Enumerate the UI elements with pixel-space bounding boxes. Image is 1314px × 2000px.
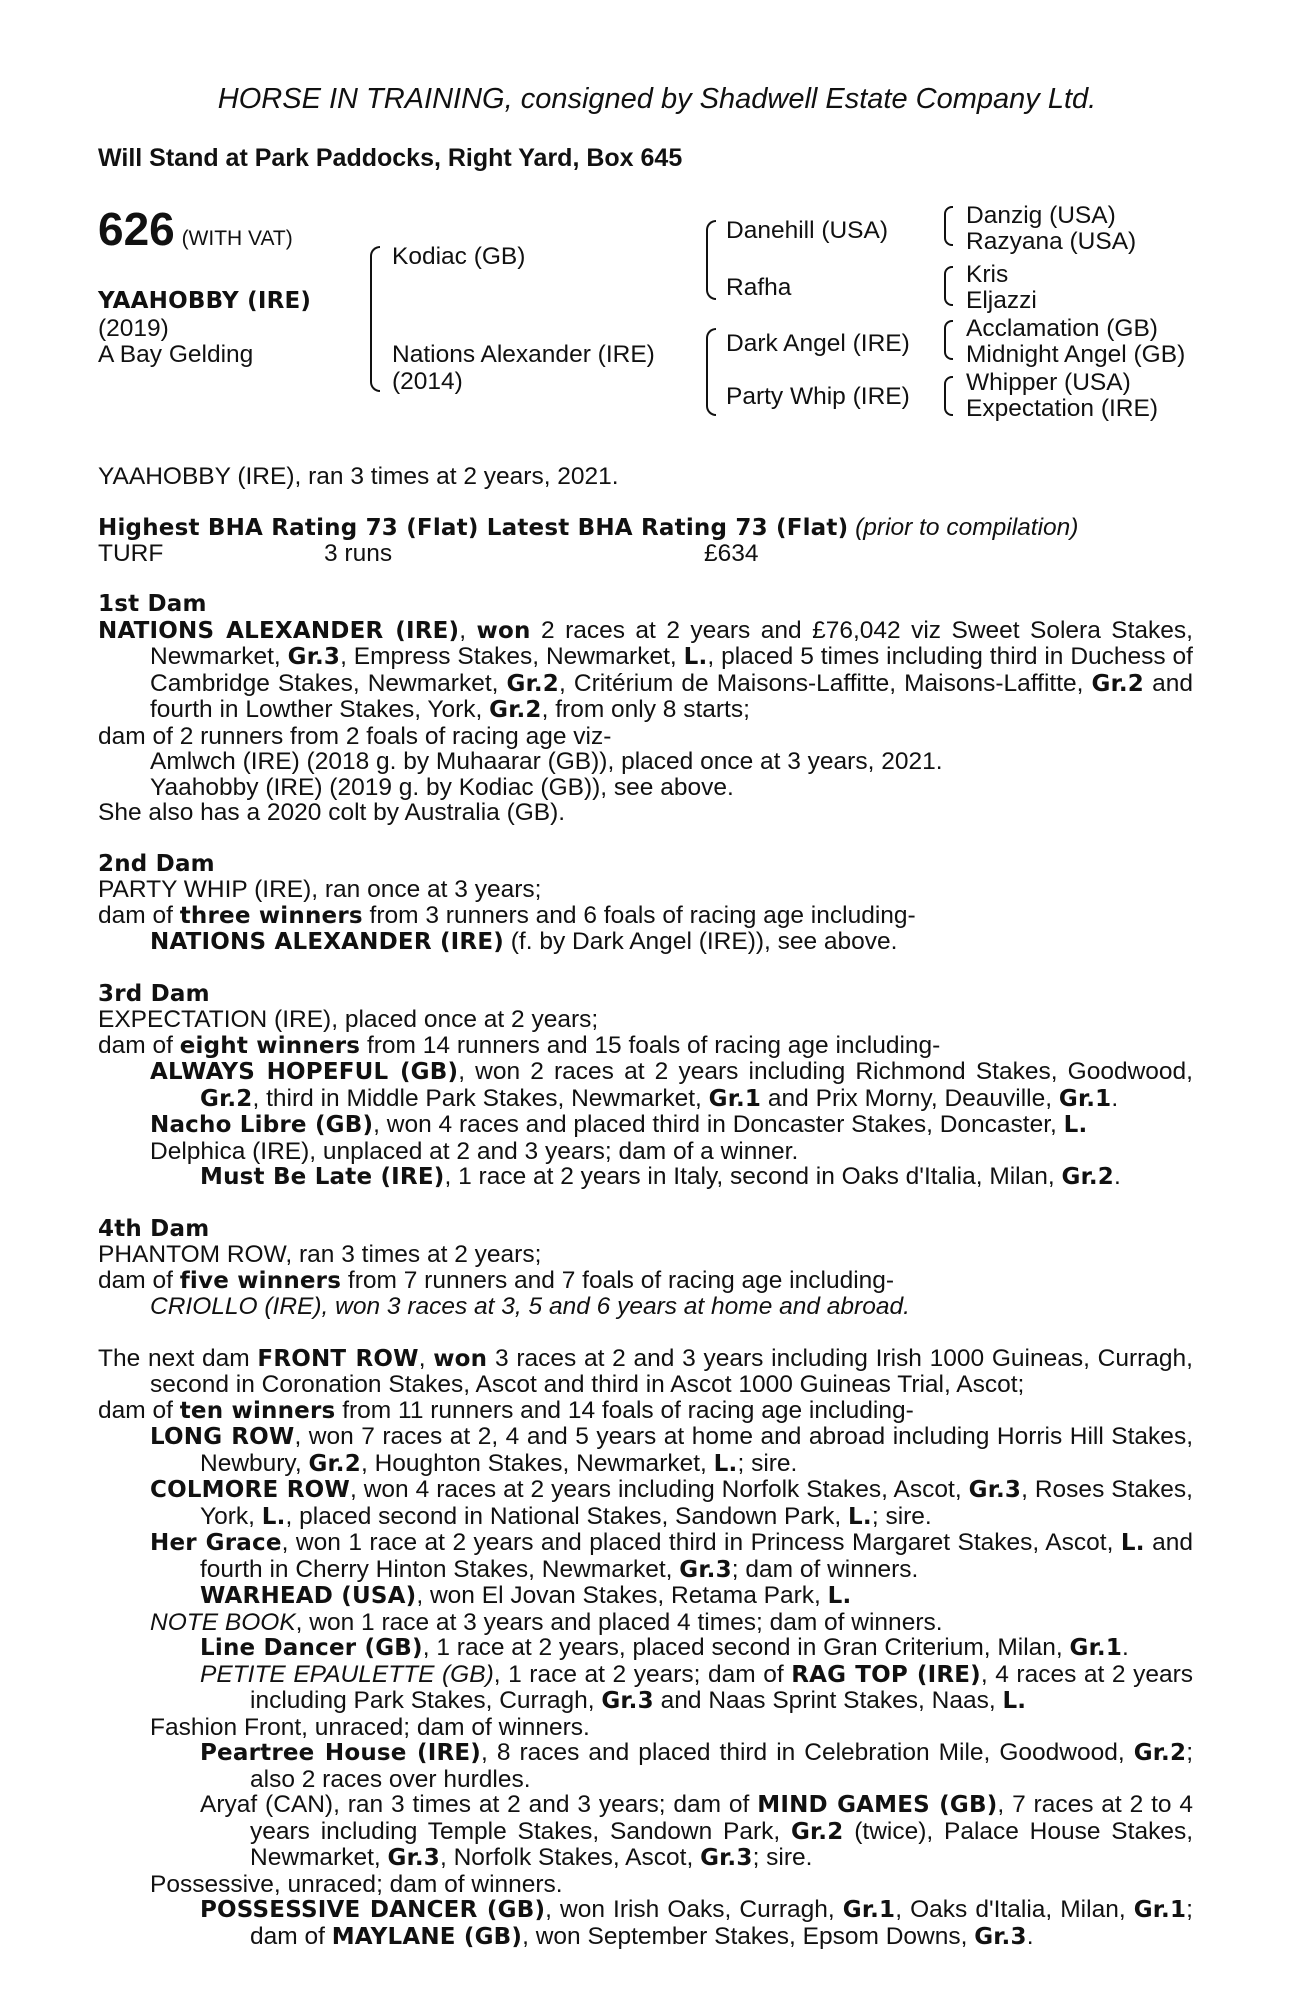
- pedigree-ssd: Razyana (USA): [966, 228, 1137, 255]
- grandfoal-aryaf: [98, 1792, 1193, 1872]
- produce-foal-2: Yaahobby (IRE) (2019 g. by Kodiac (GB)), see above.: [150, 773, 734, 801]
- foal-text: , placed second in National Stakes, Sandown Park,: [285, 1502, 849, 1530]
- winners-count: ten winners: [179, 1397, 336, 1424]
- produce-text: dam of: [98, 1031, 180, 1059]
- foal-text: and Prix Morny, Deauville,: [761, 1084, 1059, 1112]
- foal-name: Her Grace: [150, 1530, 282, 1556]
- foal-text: ; sire.: [871, 1502, 932, 1530]
- winners-count: eight winners: [179, 1032, 361, 1059]
- grandfoal-possessive-dancer: [98, 1897, 1193, 1950]
- produce-text: from 3 runners and 6 foals of racing age including-: [362, 901, 916, 929]
- pedigree-brace-3b: [944, 266, 953, 306]
- foal-name: LONG ROW: [150, 1424, 295, 1450]
- foal-long-row: [98, 1424, 1193, 1477]
- foal-text: , Roses Stakes, York,: [200, 1476, 1193, 1530]
- pedigree-brace-1: [370, 246, 380, 392]
- vat-note: (WITH VAT): [181, 227, 293, 250]
- pedigree-dsd: Midnight Angel (GB): [966, 341, 1186, 368]
- next-dam-produce: [98, 1398, 1193, 1425]
- foal-name: COLMORE ROW: [150, 1477, 350, 1503]
- listed-label: L.: [827, 1583, 852, 1609]
- foal-name: WARHEAD (USA): [200, 1583, 417, 1609]
- next-dam-text: The next dam: [98, 1344, 258, 1372]
- grade-label: Gr.1: [1058, 1085, 1112, 1112]
- foal-text: , won 1 race at 2 years and placed third in Princess Margaret Stakes, Ascot,: [281, 1529, 1121, 1556]
- pedigree-sire-dam: Rafha: [726, 274, 792, 301]
- first-dam-text: , Critérium de Maisons-Laffitte, Maisons-Laffitte,: [559, 669, 1092, 697]
- grade-label: Gr.2: [790, 1818, 844, 1845]
- foal-name: MAYLANE (GB): [331, 1923, 523, 1950]
- foal-text: (f. by Dark Angel (IRE)), see above.: [503, 928, 898, 955]
- pedigree-brace-3a: [944, 206, 953, 246]
- foal-text: , won 4 races and placed third in Doncaster Stakes, Doncaster,: [373, 1111, 1064, 1138]
- foal-text: ; sire.: [752, 1844, 813, 1871]
- foal-text: .: [1113, 1163, 1121, 1190]
- grade-label: Gr.2: [200, 1085, 253, 1112]
- second-dam-produce: [98, 903, 1193, 930]
- grade-label: Gr.3: [974, 1923, 1027, 1950]
- produce-text: dam of: [98, 901, 180, 929]
- pedigree-sds: Kris: [966, 261, 1009, 288]
- foal-name: CRIOLLO (IRE): [150, 1293, 322, 1320]
- third-dam-foal-3: Delphica (IRE), unplaced at 2 and 3 years; dam of a winner.: [150, 1137, 799, 1165]
- foal-name: Line Dancer (GB): [200, 1635, 423, 1661]
- foal-text: , 1 race at 2 years in Italy, second in Oaks d'Italia, Milan,: [444, 1163, 1062, 1190]
- third-dam-grandfoal: [98, 1164, 1193, 1191]
- fourth-dam-heading: 4th Dam: [98, 1215, 210, 1242]
- next-dam-name: FRONT ROW: [257, 1345, 419, 1372]
- foal-name: Must Be Late (IRE): [200, 1164, 445, 1190]
- foal-fashion-front: Fashion Front, unraced; dam of winners.: [150, 1713, 590, 1741]
- first-dam-name: NATIONS ALEXANDER (IRE): [98, 617, 460, 644]
- listed-label: L.: [848, 1503, 872, 1530]
- pedigree-sire-sire: Danehill (USA): [726, 217, 889, 244]
- pedigree-dam: Nations Alexander (IRE): [392, 341, 655, 368]
- surface-label: TURF: [98, 540, 164, 567]
- grade-label: Gr.3: [968, 1477, 1022, 1503]
- third-dam-produce: [98, 1033, 1193, 1060]
- grandfoal-warhead: [98, 1583, 1193, 1610]
- listed-label: L.: [261, 1503, 286, 1530]
- grandfoal-peartree-house: [98, 1740, 1193, 1792]
- foal-text: , 8 races and placed third in Celebration Mile, Goodwood,: [481, 1739, 1134, 1766]
- foal-text: , third in Middle Park Stakes, Newmarket,: [252, 1084, 709, 1112]
- listed-label: L.: [713, 1450, 738, 1477]
- foal-name: PETITE EPAULETTE (GB): [200, 1660, 494, 1688]
- family-body: [98, 592, 1193, 1950]
- grade-label: Gr.3: [601, 1688, 654, 1714]
- fourth-dam-foal: [98, 1294, 1193, 1320]
- foal-name: NOTE BOOK: [150, 1608, 296, 1636]
- grandfoal-petite-epaulette: [98, 1662, 1193, 1715]
- foal-note-book: [98, 1610, 1193, 1636]
- stand-location: Will Stand at Park Paddocks, Right Yard, Box 645: [98, 144, 683, 172]
- first-dam-text: , Empress Stakes, Newmarket,: [340, 643, 684, 670]
- next-dam-text: 3 races at 2 and 3 years including Irish 1000 Guineas, Curragh, second in Coronation Stakes, Ascot and third in Ascot 1000 Guineas Trial, Ascot;: [150, 1344, 1193, 1398]
- won-label: won: [433, 1345, 488, 1372]
- won-label: won: [476, 617, 531, 644]
- foal-colmore-row: [98, 1477, 1193, 1530]
- foal-text: , Houghton Stakes, Newmarket,: [360, 1449, 714, 1477]
- pedigree-sdd: Eljazzi: [966, 287, 1037, 314]
- third-dam-foal-2: [98, 1112, 1193, 1139]
- pedigree-brace-2a: [706, 220, 716, 300]
- foal-text: , won Irish Oaks, Curragh,: [545, 1896, 843, 1923]
- pedigree-dds: Whipper (USA): [966, 369, 1131, 396]
- first-dam-record: NATIONS ALEXANDER (IRE), won 2 races at 2 years and £76,042 viz Sweet Solera Stakes, Newmarket, Gr.3, Empress Stakes, Newmarket, L., placed 5 times including third in Duchess of Cambridge Stakes, Newmarket, Gr.2, Critérium de Maisons-Laffitte, Maisons-Laffitte, Gr.2 and fourth in Lowther Stakes, York, Gr.2, from only 8 starts;: [98, 616, 1193, 723]
- grade-label: Gr.2: [1061, 1164, 1114, 1190]
- grade-label: Gr.2: [489, 697, 542, 723]
- lot-number-block: [98, 203, 293, 255]
- produce-foal-1: Amlwch (IRE) (2018 g. by Muhaarar (GB)), placed once at 3 years, 2021.: [150, 748, 943, 775]
- foal-text: .: [1122, 1634, 1129, 1661]
- foal-name: POSSESSIVE DANCER (GB): [200, 1897, 546, 1923]
- third-dam-heading: 3rd Dam: [98, 980, 210, 1007]
- grade-label: Gr.3: [287, 644, 341, 670]
- foal-name: ALWAYS HOPEFUL (GB): [150, 1059, 459, 1085]
- pedigree-brace-3d: [944, 376, 953, 416]
- listed-label: L.: [683, 644, 708, 670]
- fourth-dam-produce: [98, 1268, 1193, 1295]
- lot-number: 626: [98, 203, 175, 255]
- foal-text: , won 1 race at 3 years and placed 4 times; dam of winners.: [295, 1608, 943, 1636]
- pedigree-sire: Kodiac (GB): [392, 243, 526, 270]
- foal-text: , won 4 races at 2 years including Norfolk Stakes, Ascot,: [349, 1476, 969, 1503]
- rating-line: [98, 515, 1078, 542]
- winners-count: five winners: [179, 1267, 342, 1294]
- produce-text: dam of: [98, 1396, 180, 1424]
- grade-label: Gr.1: [1133, 1897, 1187, 1923]
- first-dam-text: and fourth in Lowther Stakes, York,: [150, 669, 1193, 723]
- next-dam-record: The next dam FRONT ROW, won 3 races at 2 and 3 years including Irish 1000 Guineas, Curragh, second in Coronation Stakes, Ascot and third in Ascot 1000 Guineas Trial, Ascot;: [98, 1344, 1193, 1398]
- listed-label: L.: [1002, 1688, 1027, 1714]
- foal-text: , 7 races at 2 to 4 years including Temple Stakes, Sandown Park,: [250, 1791, 1193, 1845]
- first-dam-text: , from only 8 starts;: [541, 696, 750, 723]
- foal-text: and fourth in Cherry Hinton Stakes, Newmarket,: [200, 1529, 1193, 1583]
- grade-label: Gr.1: [708, 1085, 762, 1112]
- rating-note: (prior to compilation): [855, 514, 1079, 541]
- foal-text: Aryaf (CAN), ran 3 times at 2 and 3 years; dam of: [200, 1791, 758, 1818]
- pedigree-dam-sire: Dark Angel (IRE): [726, 330, 910, 357]
- grade-label: Gr.2: [1091, 670, 1145, 697]
- listed-label: L.: [1120, 1530, 1145, 1556]
- produce-text: from 7 runners and 7 foals of racing age including-: [341, 1266, 895, 1294]
- winners-count: three winners: [179, 902, 363, 929]
- foal-name: NATIONS ALEXANDER (IRE): [150, 929, 504, 955]
- foal-text: , won September Stakes, Epsom Downs,: [522, 1922, 975, 1950]
- fourth-dam-record: PHANTOM ROW, ran 3 times at 2 years;: [98, 1241, 542, 1268]
- pedigree-dam-year: (2014): [392, 368, 463, 395]
- foal-text: and Naas Sprint Stakes, Naas,: [653, 1687, 1003, 1714]
- earnings: £634: [704, 540, 759, 567]
- grade-label: Gr.3: [700, 1845, 753, 1871]
- first-dam-text: 2 races at 2 years and £76,042 viz Sweet Solera Stakes, Newmarket,: [150, 616, 1193, 670]
- second-dam-record: PARTY WHIP (IRE), ran once at 3 years;: [98, 876, 542, 903]
- horse-description: A Bay Gelding: [98, 341, 254, 368]
- foal-text: , Oaks d'Italia, Milan,: [895, 1896, 1134, 1923]
- grade-label: Gr.3: [679, 1556, 732, 1583]
- first-dam-produce: dam of 2 runners from 2 foals of racing age viz-: [98, 722, 612, 750]
- foal-text: ; sire.: [737, 1449, 798, 1477]
- grade-label: Gr.3: [387, 1845, 440, 1871]
- pedigree-sss: Danzig (USA): [966, 202, 1116, 229]
- produce-text: from 11 runners and 14 foals of racing age including-: [335, 1396, 914, 1424]
- foal-name: RAG TOP (IRE): [791, 1661, 981, 1688]
- foal-text: .: [1111, 1084, 1119, 1112]
- foal-name: Nacho Libre (GB): [150, 1112, 374, 1138]
- horse-name: YAAHOBBY (IRE): [98, 288, 312, 314]
- first-dam-heading: 1st Dam: [98, 591, 207, 617]
- foal-text: ; dam of: [250, 1896, 1193, 1950]
- foal-text: (twice), Palace House Stakes, Newmarket,: [250, 1817, 1193, 1871]
- foal-text: , won 3 races at 3, 5 and 6 years at home and abroad.: [321, 1293, 910, 1320]
- foal-name: Peartree House (IRE): [200, 1740, 482, 1766]
- second-dam-heading: 2nd Dam: [98, 850, 215, 877]
- grade-label: Gr.1: [842, 1897, 896, 1923]
- grade-label: Gr.2: [308, 1450, 361, 1477]
- foal-text: , 1 race at 2 years, placed second in Gran Criterium, Milan,: [422, 1634, 1070, 1661]
- pedigree-brace-3c: [944, 320, 953, 360]
- race-summary: YAAHOBBY (IRE), ran 3 times at 2 years, 2021.: [98, 463, 619, 490]
- pedigree-brace-2b: [706, 328, 716, 416]
- third-dam-record: EXPECTATION (IRE), placed once at 2 years;: [98, 1006, 599, 1033]
- grade-label: Gr.1: [1069, 1635, 1123, 1661]
- foal-text: , won 7 races at 2, 4 and 5 years at home and abroad including Horris Hill Stakes, Newbury,: [200, 1423, 1193, 1477]
- foal-text: ; also 2 races over hurdles.: [250, 1739, 1193, 1793]
- pedigree-dss: Acclamation (GB): [966, 315, 1158, 342]
- foal-name: MIND GAMES (GB): [757, 1792, 998, 1818]
- first-dam-also: She also has a 2020 colt by Australia (GB).: [98, 799, 566, 826]
- third-dam-foal-1: [98, 1059, 1193, 1112]
- foal-text: , 4 races at 2 years including Park Stakes, Curragh,: [250, 1660, 1193, 1714]
- grandfoal-line-dancer: [98, 1635, 1193, 1662]
- foal-text: , Norfolk Stakes, Ascot,: [440, 1844, 701, 1871]
- foal-text: ; dam of winners.: [731, 1555, 919, 1583]
- pedigree-dam-dam: Party Whip (IRE): [726, 383, 910, 410]
- grade-label: Gr.2: [1133, 1740, 1187, 1766]
- first-dam-text: , placed 5 times including third in Duchess of Cambridge Stakes, Newmarket,: [150, 643, 1193, 697]
- foal-text: , 1 race at 2 years; dam of: [493, 1660, 792, 1688]
- foaling-year: (2019): [98, 315, 169, 342]
- produce-text: from 14 runners and 15 foals of racing age including-: [360, 1031, 941, 1059]
- second-dam-foal: [98, 929, 1193, 956]
- listed-label: L.: [1063, 1112, 1088, 1138]
- foal-text: , won El Jovan Stakes, Retama Park,: [416, 1582, 828, 1609]
- pedigree-ddd: Expectation (IRE): [966, 395, 1158, 422]
- catalogue-header: HORSE IN TRAINING, consigned by Shadwell Estate Company Ltd.: [217, 83, 1097, 115]
- foal-her-grace: [98, 1530, 1193, 1583]
- foal-text: , won 2 races at 2 years including Richmond Stakes, Goodwood,: [458, 1058, 1193, 1085]
- bha-rating: Highest BHA Rating 73 (Flat) Latest BHA Rating 73 (Flat): [98, 515, 849, 541]
- grade-label: Gr.2: [506, 670, 560, 697]
- foal-text: .: [1026, 1922, 1034, 1950]
- runs-count: 3 runs: [324, 540, 393, 567]
- foal-possessive: Possessive, unraced; dam of winners.: [150, 1870, 563, 1898]
- produce-text: dam of: [98, 1266, 180, 1294]
